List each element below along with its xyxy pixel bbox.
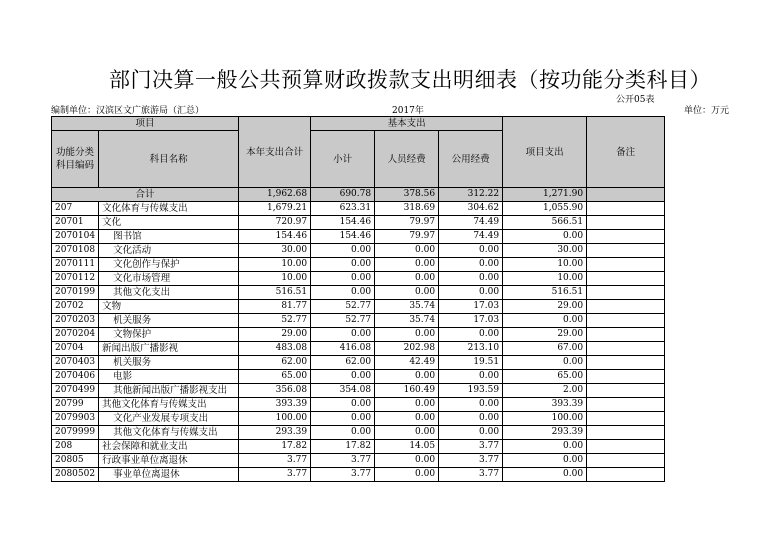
cell-total: 1,679.21 <box>239 202 311 216</box>
cell-public: 17.03 <box>439 300 503 314</box>
cell-subtotal: 52.77 <box>311 314 375 328</box>
cell-personnel: 0.00 <box>375 426 439 440</box>
cell-subtotal: 3.77 <box>311 454 375 468</box>
cell-subtotal: 17.82 <box>311 440 375 454</box>
cell-remark <box>587 440 665 454</box>
cell-project: 566.51 <box>503 216 587 230</box>
cell-total: 17.82 <box>239 440 311 454</box>
cell-personnel: 35.74 <box>375 314 439 328</box>
table-row <box>52 216 665 230</box>
cell-public: 74.49 <box>439 230 503 244</box>
cell-remark <box>587 244 665 258</box>
cell-remark <box>587 356 665 370</box>
cell-personnel: 35.74 <box>375 300 439 314</box>
cell-subtotal: 0.00 <box>311 328 375 342</box>
table-row <box>52 412 665 426</box>
cell-remark <box>587 468 665 482</box>
cell-personnel: 0.00 <box>375 412 439 426</box>
cell-personnel: 0.00 <box>375 370 439 384</box>
cell-public: 74.49 <box>439 216 503 230</box>
cell-subtotal: 154.46 <box>311 216 375 230</box>
cell-public: 0.00 <box>439 244 503 258</box>
cell-public: 0.00 <box>439 412 503 426</box>
cell-total: 293.39 <box>239 426 311 440</box>
cell-project: 0.00 <box>503 468 587 482</box>
cell-personnel: 79.97 <box>375 230 439 244</box>
cell-total: 483.08 <box>239 342 311 356</box>
cell-subtotal: 0.00 <box>311 370 375 384</box>
total-personnel: 378.56 <box>375 188 439 202</box>
cell-public: 0.00 <box>439 258 503 272</box>
cell-remark <box>587 398 665 412</box>
cell-remark <box>587 370 665 384</box>
cell-public: 17.03 <box>439 314 503 328</box>
total-remark <box>587 188 665 202</box>
cell-name: 图书馆 <box>99 230 239 244</box>
remark-header: 备注 <box>587 117 665 188</box>
cell-code: 2070111 <box>52 258 99 272</box>
cell-total: 10.00 <box>239 258 311 272</box>
cell-project: 516.51 <box>503 286 587 300</box>
cell-total: 154.46 <box>239 230 311 244</box>
cell-public: 0.00 <box>439 426 503 440</box>
table-row <box>52 342 665 356</box>
page-title: 部门决算一般公共预算财政拨款支出明细表（按功能分类科目） <box>109 68 711 92</box>
cell-name: 其他文化体育与传媒支出 <box>99 426 239 440</box>
cell-name: 事业单位离退休 <box>99 468 239 482</box>
cell-subtotal: 623.31 <box>311 202 375 216</box>
cell-code: 2070112 <box>52 272 99 286</box>
cell-project: 10.00 <box>503 272 587 286</box>
cell-personnel: 0.00 <box>375 244 439 258</box>
cell-name: 其他文化支出 <box>99 286 239 300</box>
table-row <box>52 440 665 454</box>
cell-code: 2070203 <box>52 314 99 328</box>
cell-public: 304.62 <box>439 202 503 216</box>
basic-expense-header: 基本支出 <box>311 117 503 131</box>
personnel-header: 人员经费 <box>375 131 439 188</box>
form-number: 公开05表 <box>616 95 655 105</box>
cell-subtotal: 0.00 <box>311 286 375 300</box>
cell-code: 2070204 <box>52 328 99 342</box>
cell-remark <box>587 272 665 286</box>
cell-personnel: 160.49 <box>375 384 439 398</box>
header-row-1 <box>52 117 665 131</box>
cell-subtotal: 62.00 <box>311 356 375 370</box>
cell-remark <box>587 454 665 468</box>
cell-project: 0.00 <box>503 230 587 244</box>
cell-code: 2070403 <box>52 356 99 370</box>
cell-code: 2080502 <box>52 468 99 482</box>
cell-code: 2070406 <box>52 370 99 384</box>
fiscal-year: 2017年 <box>392 106 424 116</box>
public-header: 公用经费 <box>439 131 503 188</box>
table-row <box>52 328 665 342</box>
cell-name: 新闻出版广播影视 <box>99 342 239 356</box>
cell-code: 2079999 <box>52 426 99 440</box>
cell-personnel: 0.00 <box>375 258 439 272</box>
cell-personnel: 0.00 <box>375 272 439 286</box>
name-header: 科目名称 <box>99 131 239 188</box>
reporting-unit: 编制单位：汉滨区文广旅游局（汇总） <box>51 106 205 116</box>
cell-remark <box>587 384 665 398</box>
cell-project: 0.00 <box>503 314 587 328</box>
cell-name: 文化活动 <box>99 244 239 258</box>
cell-code: 2079903 <box>52 412 99 426</box>
cell-code: 20799 <box>52 398 99 412</box>
table-row <box>52 384 665 398</box>
cell-project: 65.00 <box>503 370 587 384</box>
currency-unit: 单位：万元 <box>684 106 730 116</box>
cell-remark <box>587 202 665 216</box>
cell-total: 720.97 <box>239 216 311 230</box>
table-row <box>52 356 665 370</box>
cell-name: 其他文化体育与传媒支出 <box>99 398 239 412</box>
total-header: 本年支出合计 <box>239 117 311 188</box>
table-row <box>52 468 665 482</box>
cell-total: 29.00 <box>239 328 311 342</box>
table-row <box>52 454 665 468</box>
cell-name: 文物 <box>99 300 239 314</box>
cell-total: 356.08 <box>239 384 311 398</box>
cell-code: 20701 <box>52 216 99 230</box>
cell-name: 文化产业发展专项支出 <box>99 412 239 426</box>
cell-public: 3.77 <box>439 454 503 468</box>
cell-name: 其他新闻出版广播影视支出 <box>99 384 239 398</box>
table-row <box>52 314 665 328</box>
cell-project: 100.00 <box>503 412 587 426</box>
total-project: 1,271.90 <box>503 188 587 202</box>
cell-subtotal: 3.77 <box>311 468 375 482</box>
cell-subtotal: 0.00 <box>311 272 375 286</box>
table-row <box>52 272 665 286</box>
table-row <box>52 300 665 314</box>
cell-remark <box>587 412 665 426</box>
cell-project: 10.00 <box>503 258 587 272</box>
cell-public: 0.00 <box>439 286 503 300</box>
cell-public: 3.77 <box>439 440 503 454</box>
total-subtotal: 690.78 <box>311 188 375 202</box>
cell-remark <box>587 286 665 300</box>
cell-total: 3.77 <box>239 468 311 482</box>
table-row <box>52 230 665 244</box>
cell-subtotal: 0.00 <box>311 426 375 440</box>
cell-name: 文物保护 <box>99 328 239 342</box>
cell-code: 2070499 <box>52 384 99 398</box>
cell-subtotal: 0.00 <box>311 398 375 412</box>
cell-public: 0.00 <box>439 370 503 384</box>
project-expense-header: 项目支出 <box>503 117 587 188</box>
cell-total: 81.77 <box>239 300 311 314</box>
cell-remark <box>587 258 665 272</box>
cell-public: 0.00 <box>439 398 503 412</box>
cell-code: 2070104 <box>52 230 99 244</box>
cell-public: 3.77 <box>439 468 503 482</box>
cell-code: 2070199 <box>52 286 99 300</box>
cell-name: 文化 <box>99 216 239 230</box>
table-row <box>52 398 665 412</box>
cell-total: 30.00 <box>239 244 311 258</box>
cell-personnel: 42.49 <box>375 356 439 370</box>
cell-project: 29.00 <box>503 300 587 314</box>
cell-personnel: 0.00 <box>375 286 439 300</box>
total-total: 1,962.68 <box>239 188 311 202</box>
cell-public: 0.00 <box>439 272 503 286</box>
cell-total: 516.51 <box>239 286 311 300</box>
cell-subtotal: 416.08 <box>311 342 375 356</box>
cell-personnel: 14.05 <box>375 440 439 454</box>
cell-subtotal: 0.00 <box>311 412 375 426</box>
expenditure-table <box>51 116 665 482</box>
cell-personnel: 0.00 <box>375 328 439 342</box>
cell-code: 207 <box>52 202 99 216</box>
cell-public: 193.59 <box>439 384 503 398</box>
cell-project: 393.39 <box>503 398 587 412</box>
cell-project: 30.00 <box>503 244 587 258</box>
code-header: 功能分类科目编码 <box>52 131 99 188</box>
table-row <box>52 426 665 440</box>
table-row <box>52 244 665 258</box>
total-public: 312.22 <box>439 188 503 202</box>
cell-total: 65.00 <box>239 370 311 384</box>
cell-subtotal: 154.46 <box>311 230 375 244</box>
cell-remark <box>587 328 665 342</box>
cell-personnel: 202.98 <box>375 342 439 356</box>
cell-total: 52.77 <box>239 314 311 328</box>
cell-remark <box>587 314 665 328</box>
cell-code: 2070108 <box>52 244 99 258</box>
cell-name: 行政事业单位离退休 <box>99 454 239 468</box>
cell-name: 机关服务 <box>99 356 239 370</box>
cell-remark <box>587 342 665 356</box>
cell-name: 文化市场管理 <box>99 272 239 286</box>
cell-remark <box>587 216 665 230</box>
cell-subtotal: 354.08 <box>311 384 375 398</box>
cell-personnel: 0.00 <box>375 454 439 468</box>
total-row <box>52 188 665 202</box>
cell-project: 293.39 <box>503 426 587 440</box>
table-row <box>52 258 665 272</box>
table-row <box>52 202 665 216</box>
cell-subtotal: 0.00 <box>311 258 375 272</box>
cell-project: 0.00 <box>503 440 587 454</box>
cell-subtotal: 52.77 <box>311 300 375 314</box>
table-row <box>52 370 665 384</box>
project-header: 项目 <box>52 117 239 131</box>
cell-personnel: 79.97 <box>375 216 439 230</box>
cell-code: 20805 <box>52 454 99 468</box>
cell-project: 0.00 <box>503 356 587 370</box>
cell-total: 100.00 <box>239 412 311 426</box>
cell-name: 社会保障和就业支出 <box>99 440 239 454</box>
cell-project: 1,055.90 <box>503 202 587 216</box>
cell-project: 67.00 <box>503 342 587 356</box>
cell-code: 20702 <box>52 300 99 314</box>
cell-public: 213.10 <box>439 342 503 356</box>
cell-subtotal: 0.00 <box>311 244 375 258</box>
cell-name: 文化体育与传媒支出 <box>99 202 239 216</box>
subtotal-header: 小计 <box>311 131 375 188</box>
cell-project: 2.00 <box>503 384 587 398</box>
cell-code: 208 <box>52 440 99 454</box>
cell-personnel: 318.69 <box>375 202 439 216</box>
cell-personnel: 0.00 <box>375 398 439 412</box>
cell-remark <box>587 230 665 244</box>
cell-total: 10.00 <box>239 272 311 286</box>
cell-name: 机关服务 <box>99 314 239 328</box>
cell-remark <box>587 300 665 314</box>
cell-total: 62.00 <box>239 356 311 370</box>
cell-project: 29.00 <box>503 328 587 342</box>
cell-remark <box>587 426 665 440</box>
cell-code: 20704 <box>52 342 99 356</box>
cell-public: 19.51 <box>439 356 503 370</box>
cell-personnel: 0.00 <box>375 468 439 482</box>
cell-total: 3.77 <box>239 454 311 468</box>
total-label: 合计 <box>52 188 239 202</box>
cell-name: 电影 <box>99 370 239 384</box>
cell-project: 0.00 <box>503 454 587 468</box>
cell-name: 文化创作与保护 <box>99 258 239 272</box>
table-row <box>52 286 665 300</box>
cell-public: 0.00 <box>439 328 503 342</box>
cell-total: 393.39 <box>239 398 311 412</box>
